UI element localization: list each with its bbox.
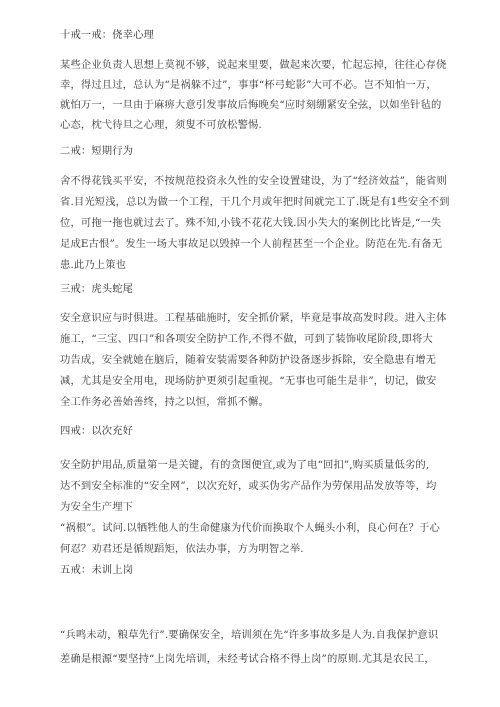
paragraph-line: 达不到安全标准的“安全网”，以次充好，或买伪劣产品作为劳保用品发放等等，均: [60, 480, 437, 492]
paragraph-line: “祸根”。试问.以牺牲他人的生命健康为代价而换取个人蝇头小利，良心何在？于心: [60, 522, 440, 534]
paragraph-line: 全工作务必善始善终，持之以恒，常抓不懈。: [60, 396, 269, 408]
paragraph-line: 就怕万一，一旦由于麻痹大意引发事故后悔晚矣“应时刻绷紧安全弦，以如坐针毡的: [60, 99, 442, 111]
section-heading-2: 二戒：短期行为: [60, 145, 134, 157]
paragraph-line: 差确是根源“要坚持“上岗先培训，未经考试合格不得上岗”的原则.尤其是农民工，: [60, 653, 435, 665]
paragraph-line: 安全防护用品,质量第一是关键，有的贪图便宜,或为了电“回扣”,购买质量低劣的,: [60, 459, 430, 471]
paragraph-line: 为安全生产埋下: [60, 501, 134, 513]
paragraph-line: 足成E古恨”。发生一场大事故足以毁掉一个人前程甚至一个企业。防范在先.有备无: [60, 238, 443, 250]
paragraph-line: 减，尤其是安全用电，现场防护更须引起重视。“无事也可能生是非”，切记，做安: [60, 375, 437, 387]
paragraph-line: 何忍？劝君还是循规蹈矩，依法办事，方为明智之举.: [60, 543, 304, 555]
paragraph-line: 舍不得花钱买平安，不按规范投资永久性的安全设置建设，为了“经济效益”，能省则: [60, 175, 447, 187]
paragraph-line: 某些企业负责人思想上莫视不够，说起来里要，做起来次要，忙起忘掉，往往心存侥: [60, 59, 447, 71]
paragraph-line: 位，可拖一拖也就过去了。殊不知,小钱不花花大钱.因小失大的案例比比皆是,“一失: [60, 217, 442, 229]
paragraph-line: 功告成，安全就她在脑后，随着安装需要各种防护设备逐步拆除，安全隐患有增无: [60, 354, 437, 366]
section-heading-1: 十戒一戒：侥幸心理: [60, 29, 155, 41]
paragraph-line: 心态，枕弋待旦之心理，须叟不可放松警惕.: [60, 119, 262, 131]
section-heading-4: 四戒：以次充好: [60, 425, 134, 437]
paragraph-line: 患.此乃上策也: [60, 259, 127, 271]
paragraph-line: 安全意识应与时俱进。工程基础施时，安全抓价紧，毕竟是事故高发时段。进入主体: [60, 312, 447, 324]
paragraph-line: “兵鸣未动，粮草先行”.要确保安全，培训须在先“许多事故多是人为.自我保护意识: [60, 629, 439, 641]
paragraph-line: 省.目光短浅，总以为做一个工程，干几个月或年把时间就完工了.既是有1些安全不到: [60, 196, 450, 208]
section-heading-3: 三戒：虎头蛇尾: [60, 283, 134, 295]
section-heading-5: 五戒：未训上岗: [60, 564, 134, 576]
paragraph-line: 幸，得过且过，总认为“是祸躲不过”，事事“杯弓蛇影”大可不必。岂不知怕一万，: [60, 79, 437, 91]
paragraph-line: 施工，“三宝、四口”和各项安全防护工作,不得不做，可到了装饰收尾阶段,即将大: [60, 333, 433, 345]
